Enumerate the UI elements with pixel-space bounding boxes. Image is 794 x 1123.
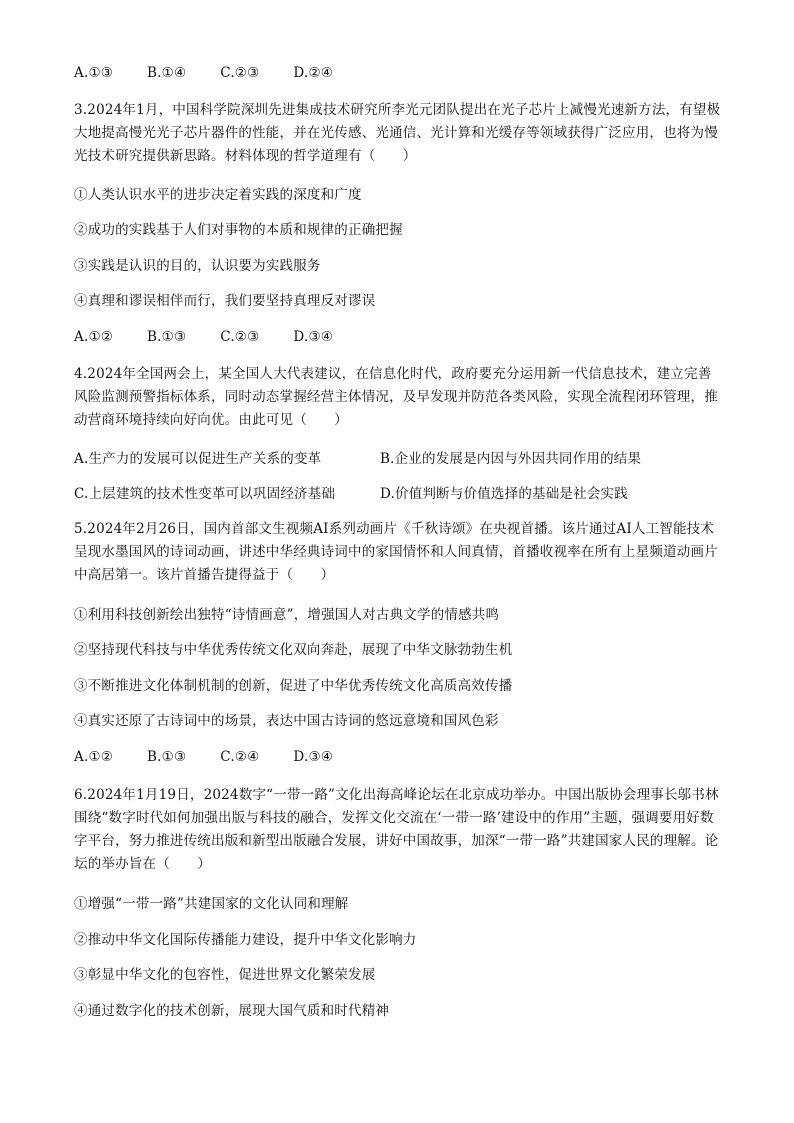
q2-option-c: C.②③	[220, 65, 260, 81]
q3-option-b: B.①③	[147, 329, 187, 345]
q2-options	[74, 64, 367, 82]
q2-option-d: D.②④	[293, 65, 334, 81]
q3-option-c: C.②③	[220, 329, 260, 345]
q6-item-4: ④通过数字化的技术创新，展现大国气质和时代精神	[74, 1003, 390, 1019]
q4-option-a: A.生产力的发展可以促进生产关系的变革	[74, 451, 322, 467]
q3-options	[74, 328, 367, 346]
q5-option-d: D.③④	[293, 749, 334, 765]
q6-stem: 6.2024年1月19日，2024数字“一带一路”文化出海高峰论坛在北京成功举办。中国出版协会理事长邬书林围绕“数字时代如何加强出版与科技的融合，发挥文化交流在‘一带一路’建设中的作用”主题，强调要用好数字平台，努力推进传统出版和新型出版融合发展，讲好中国故事，加深“一带一路”共建国家人民的理解。论坛的举办旨在（ ）	[74, 787, 719, 872]
q4-options-row-1	[74, 450, 642, 468]
q3-item-1: ①人类认识水平的进步决定着实践的深度和广度	[74, 187, 362, 203]
q6-item-1: ①增强“一带一路”共建国家的文化认同和理解	[74, 896, 349, 912]
q3-item-3: ③实践是认识的目的，认识要为实践服务	[74, 258, 321, 274]
q4-options-row-2	[74, 485, 628, 503]
q4-stem: 4.2024年全国两会上，某全国人大代表建议，在信息化时代，政府要充分运用新一代信息技术，建立完善风险监测预警指标体系，同时动态掌握经营主体情况，及早发现并防范各类风险，实现全流程闭环管理，推动营商环境持续向好向优。由此可见（ ）	[74, 366, 718, 428]
q5-stem: 5.2024年2月26日，国内首部文生视频AI系列动画片《千秋诗颂》在央视首播。该片通过AI人工智能技术呈现水墨国风的诗词动画，讲述中华经典诗词中的家国情怀和人间真情，首播收视率在所有上星频道动画片中高居第一。该片首播告捷得益于（ ）	[74, 521, 718, 583]
q4-option-c: C.上层建筑的技术性变革可以巩固经济基础	[74, 486, 336, 502]
q3-stem: 3.2024年1月，中国科学院深圳先进集成技术研究所李光元团队提出在光子芯片上减慢光速新方法，有望极大地提高慢光光子芯片器件的性能，并在光传感、光通信、光计算和光缓存等领域获得广泛应用，也将为慢光技术研究提供新思路。材料体现的哲学道理有（ ）	[74, 102, 721, 164]
q5-option-c: C.②④	[220, 749, 260, 765]
q3-item-2: ②成功的实践基于人们对事物的本质和规律的正确把握	[74, 222, 403, 238]
q3-option-a: A.①②	[74, 329, 114, 345]
q5-item-3: ③不断推进文化体制机制的创新，促进了中华优秀传统文化高质高效传播	[74, 678, 513, 694]
q6-item-3: ③彰显中华文化的包容性，促进世界文化繁荣发展	[74, 967, 376, 983]
q5-option-a: A.①②	[74, 749, 114, 765]
q5-option-b: B.①③	[147, 749, 187, 765]
q5-item-1: ①利用科技创新绘出独特“诗情画意”，增强国人对古典文学的情感共鸣	[74, 607, 500, 623]
q3-option-d: D.③④	[293, 329, 334, 345]
q4-option-d: D.价值判断与价值选择的基础是社会实践	[380, 486, 628, 502]
q2-option-b: B.①④	[147, 65, 187, 81]
q3-item-4: ④真理和谬误相伴而行，我们要坚持真理反对谬误	[74, 293, 376, 309]
q6-item-2: ②推动中华文化国际传播能力建设，提升中华文化影响力	[74, 932, 417, 948]
q5-item-4: ④真实还原了古诗词中的场景，表达中国古诗词的悠远意境和国风色彩	[74, 713, 499, 729]
q5-options	[74, 748, 367, 766]
q2-option-a: A.①③	[74, 65, 114, 81]
q4-option-b: B.企业的发展是内因与外因共同作用的结果	[380, 451, 642, 467]
q5-item-2: ②坚持现代科技与中华优秀传统文化双向奔赴，展现了中华文脉勃勃生机	[74, 642, 513, 658]
